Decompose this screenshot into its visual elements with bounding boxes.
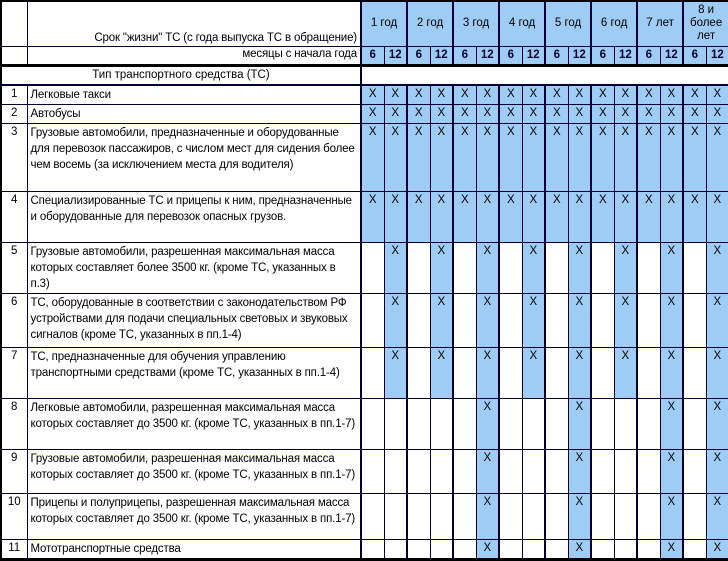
row-number-cell: 10 [1, 493, 27, 539]
mark-cell: X [453, 191, 476, 242]
empty-cell [499, 242, 522, 293]
empty-cell [453, 493, 476, 539]
mark-cell: X [568, 293, 591, 347]
empty-cell [522, 539, 545, 559]
schedule-body [1, 85, 728, 560]
empty-cell [407, 347, 430, 398]
vehicle-type-cell: Автобусы [27, 104, 361, 123]
mark-cell: X [706, 347, 728, 398]
empty-cell [453, 347, 476, 398]
corner-cell [1, 46, 27, 65]
empty-cell [499, 493, 522, 539]
vehicle-row-3 [1, 123, 728, 191]
mark-cell: X [476, 104, 499, 123]
empty-cell [407, 449, 430, 493]
empty-cell [545, 539, 568, 559]
empty-cell [637, 347, 660, 398]
empty-cell [637, 398, 660, 449]
empty-cell [407, 398, 430, 449]
mark-cell: X [614, 191, 637, 242]
empty-cell [407, 293, 430, 347]
empty-cell [591, 449, 614, 493]
empty-cell [384, 449, 407, 493]
empty-cell [683, 293, 706, 347]
mark-cell: X [545, 104, 568, 123]
mark-cell: X [614, 293, 637, 347]
empty-cell [545, 242, 568, 293]
mark-cell: X [522, 85, 545, 105]
mark-cell: X [476, 191, 499, 242]
mark-cell: X [430, 123, 453, 191]
mark-cell: X [568, 347, 591, 398]
mark-cell: X [476, 493, 499, 539]
empty-cell [591, 293, 614, 347]
empty-cell [614, 449, 637, 493]
mark-cell: X [430, 242, 453, 293]
month-col-cell: 12 [384, 46, 407, 65]
empty-cell [637, 242, 660, 293]
row-number-cell: 8 [1, 398, 27, 449]
mark-cell: X [660, 347, 683, 398]
empty-cell [614, 539, 637, 559]
empty-cell [522, 449, 545, 493]
row-number-cell: 7 [1, 347, 27, 398]
month-col-cell: 6 [545, 46, 568, 65]
type-label: Тип транспортного средства (ТС) [1, 65, 361, 85]
mark-cell: X [384, 293, 407, 347]
mark-cell: X [522, 242, 545, 293]
mark-cell: X [384, 85, 407, 105]
mark-cell: X [476, 242, 499, 293]
mark-cell: X [361, 104, 384, 123]
mark-cell: X [706, 104, 728, 123]
vehicle-type-cell: Прицепы и полуприцепы, разрешенная максимальная масса которых составляет до 3500 кг. (кроме ТС, указанных в пп.1-7) [27, 493, 361, 539]
month-col-cell: 12 [522, 46, 545, 65]
mark-cell: X [637, 191, 660, 242]
empty-cell [453, 449, 476, 493]
mark-cell: X [706, 242, 728, 293]
empty-cell [683, 539, 706, 559]
vehicle-type-cell: ТС, предназначенные для обучения управлению транспортными средствами (кроме ТС, указанных в пп.1-4) [27, 347, 361, 398]
empty-cell [407, 539, 430, 559]
empty-cell [545, 293, 568, 347]
month-col-cell: 6 [361, 46, 384, 65]
vehicle-row-1 [1, 85, 728, 105]
vehicle-type-cell: Мототранспортные средства [27, 539, 361, 559]
empty-cell [499, 449, 522, 493]
empty-cell [384, 539, 407, 559]
mark-cell: X [499, 85, 522, 105]
mark-cell: X [384, 123, 407, 191]
mark-cell: X [499, 104, 522, 123]
month-col-cell: 12 [430, 46, 453, 65]
empty-cell [361, 539, 384, 559]
mark-cell: X [591, 123, 614, 191]
month-col-cell: 6 [499, 46, 522, 65]
vehicle-type-cell: Грузовые автомобили, разрешенная максимальная масса которых составляет до 3500 кг. (кроме ТС, указанных в пп.1-7) [27, 449, 361, 493]
mark-cell: X [430, 191, 453, 242]
mark-cell: X [568, 104, 591, 123]
empty-cell [361, 493, 384, 539]
empty-cell [591, 493, 614, 539]
row-number-cell: 1 [1, 85, 27, 105]
empty-cell [499, 539, 522, 559]
mark-cell: X [683, 191, 706, 242]
mark-cell: X [430, 347, 453, 398]
mark-cell: X [568, 85, 591, 105]
mark-cell: X [614, 242, 637, 293]
month-col-cell: 12 [660, 46, 683, 65]
row-number-cell: 3 [1, 123, 27, 191]
year-group-cell-7: 7 лет [637, 1, 683, 46]
empty-cell [683, 242, 706, 293]
empty-cell [522, 493, 545, 539]
empty-cell [637, 449, 660, 493]
row-number-cell: 6 [1, 293, 27, 347]
empty-cell [614, 398, 637, 449]
mark-cell: X [407, 191, 430, 242]
mark-cell: X [614, 123, 637, 191]
year-group-cell-6: 6 год [591, 1, 637, 46]
mark-cell: X [591, 191, 614, 242]
mark-cell: X [591, 104, 614, 123]
vehicle-row-10 [1, 493, 728, 539]
mark-cell: X [660, 539, 683, 559]
empty-cell [361, 347, 384, 398]
empty-cell [453, 293, 476, 347]
mark-cell: X [568, 398, 591, 449]
vehicle-type-cell: Специализированные ТС и прицепы к ним, предназначенные и оборудованные для перевозок опасных грузов. [27, 191, 361, 242]
mark-cell: X [384, 104, 407, 123]
mark-cell: X [568, 191, 591, 242]
empty-cell [499, 398, 522, 449]
mark-cell: X [706, 293, 728, 347]
empty-cell [430, 493, 453, 539]
empty-cell [430, 449, 453, 493]
mark-cell: X [660, 85, 683, 105]
vehicle-row-8 [1, 398, 728, 449]
empty-cell [591, 347, 614, 398]
mark-cell: X [453, 85, 476, 105]
mark-cell: X [545, 85, 568, 105]
mark-cell: X [522, 123, 545, 191]
empty-cell [591, 242, 614, 293]
empty-cell [453, 398, 476, 449]
mark-cell: X [453, 104, 476, 123]
row-number-cell: 5 [1, 242, 27, 293]
empty-cell [545, 347, 568, 398]
month-col-cell: 6 [591, 46, 614, 65]
mark-cell: X [499, 191, 522, 242]
mark-cell: X [522, 104, 545, 123]
type-header-row [1, 65, 728, 85]
empty-cell [683, 493, 706, 539]
mark-cell: X [568, 493, 591, 539]
mark-cell: X [660, 242, 683, 293]
empty-cell [545, 449, 568, 493]
empty-cell [453, 242, 476, 293]
empty-cell [545, 493, 568, 539]
mark-cell: X [384, 242, 407, 293]
type-row-spacer [361, 65, 728, 85]
mark-cell: X [522, 191, 545, 242]
mark-cell: X [476, 539, 499, 559]
empty-cell [683, 449, 706, 493]
mark-cell: X [660, 398, 683, 449]
mark-cell: X [660, 449, 683, 493]
mark-cell: X [568, 449, 591, 493]
empty-cell [430, 539, 453, 559]
vehicle-row-6 [1, 293, 728, 347]
empty-cell [614, 493, 637, 539]
mark-cell: X [568, 539, 591, 559]
mark-cell: X [683, 104, 706, 123]
vehicle-row-2 [1, 104, 728, 123]
mark-cell: X [683, 85, 706, 105]
empty-cell [591, 539, 614, 559]
month-col-cell: 12 [568, 46, 591, 65]
mark-cell: X [545, 123, 568, 191]
month-col-cell: 6 [683, 46, 706, 65]
vehicle-type-cell: ТС, оборудованные в соответствии с законодательством РФ устройствами для подачи специальных световых и звуковых сигналов (кроме ТС, указанных в пп.1-4) [27, 293, 361, 347]
month-col-cell: 12 [476, 46, 499, 65]
year-group-cell-3: 3 год [453, 1, 499, 46]
lifetime-header-row [1, 1, 728, 46]
vehicle-type-cell: Грузовые автомобили, предназначенные и оборудованные для перевозок пассажиров, с числом мест для сидения более чем восемь (за исключением места для водителя) [27, 123, 361, 191]
mark-cell: X [660, 123, 683, 191]
mark-cell: X [476, 398, 499, 449]
mark-cell: X [476, 449, 499, 493]
row-number-cell: 2 [1, 104, 27, 123]
empty-cell [407, 242, 430, 293]
mark-cell: X [614, 347, 637, 398]
vehicle-row-9 [1, 449, 728, 493]
empty-cell [453, 539, 476, 559]
mark-cell: X [522, 347, 545, 398]
mark-cell: X [522, 293, 545, 347]
mark-cell: X [683, 123, 706, 191]
empty-cell [430, 398, 453, 449]
empty-cell [637, 293, 660, 347]
empty-cell [361, 242, 384, 293]
month-col-cell: 6 [407, 46, 430, 65]
mark-cell: X [384, 347, 407, 398]
mark-cell: X [568, 123, 591, 191]
months-label: месяцы с начала года [27, 46, 361, 65]
year-group-cell-1: 1 год [361, 1, 407, 46]
mark-cell: X [637, 123, 660, 191]
empty-cell [407, 493, 430, 539]
mark-cell: X [361, 85, 384, 105]
empty-cell [361, 449, 384, 493]
row-number-cell: 9 [1, 449, 27, 493]
vehicle-type-cell: Легковые такси [27, 85, 361, 105]
mark-cell: X [384, 191, 407, 242]
row-number-cell: 11 [1, 539, 27, 559]
empty-cell [384, 493, 407, 539]
mark-cell: X [637, 85, 660, 105]
empty-cell [637, 539, 660, 559]
empty-cell [522, 398, 545, 449]
mark-cell: X [453, 123, 476, 191]
month-col-cell: 12 [614, 46, 637, 65]
month-col-cell: 6 [637, 46, 660, 65]
mark-cell: X [660, 191, 683, 242]
mark-cell: X [361, 191, 384, 242]
year-group-cell-8: 8 и более лет [683, 1, 728, 46]
year-group-cell-2: 2 год [407, 1, 453, 46]
mark-cell: X [407, 104, 430, 123]
mark-cell: X [476, 293, 499, 347]
vehicle-row-5 [1, 242, 728, 293]
empty-cell [545, 398, 568, 449]
mark-cell: X [660, 104, 683, 123]
empty-cell [591, 398, 614, 449]
empty-cell [499, 293, 522, 347]
mark-cell: X [430, 104, 453, 123]
month-col-cell: 6 [453, 46, 476, 65]
vehicle-row-4 [1, 191, 728, 242]
mark-cell: X [430, 293, 453, 347]
mark-cell: X [706, 85, 728, 105]
empty-cell [637, 493, 660, 539]
mark-cell: X [499, 123, 522, 191]
mark-cell: X [614, 104, 637, 123]
months-header-row [1, 46, 728, 65]
month-col-cell: 12 [706, 46, 728, 65]
mark-cell: X [706, 539, 728, 559]
mark-cell: X [407, 85, 430, 105]
mark-cell: X [476, 347, 499, 398]
mark-cell: X [407, 123, 430, 191]
mark-cell: X [591, 85, 614, 105]
mark-cell: X [706, 191, 728, 242]
vehicle-row-7 [1, 347, 728, 398]
empty-cell [683, 398, 706, 449]
mark-cell: X [706, 493, 728, 539]
row-number-cell: 4 [1, 191, 27, 242]
mark-cell: X [545, 191, 568, 242]
lifetime-label: Срок "жизни" ТС (с года выпуска ТС в обращение) [27, 1, 361, 46]
empty-cell [384, 398, 407, 449]
mark-cell: X [637, 104, 660, 123]
vehicle-row-11 [1, 539, 728, 559]
year-group-cell-4: 4 год [499, 1, 545, 46]
mark-cell: X [706, 123, 728, 191]
empty-cell [499, 347, 522, 398]
year-group-cell-5: 5 год [545, 1, 591, 46]
vehicle-type-cell: Легковые автомобили, разрешенная максимальная масса которых составляет до 3500 кг. (кроме ТС, указанных в пп.1-7) [27, 398, 361, 449]
mark-cell: X [660, 293, 683, 347]
mark-cell: X [614, 85, 637, 105]
mark-cell: X [361, 123, 384, 191]
vehicle-type-cell: Грузовые автомобили, разрешенная максимальная масса которых составляет более 3500 кг. (кроме ТС, указанных в п.3) [27, 242, 361, 293]
mark-cell: X [476, 123, 499, 191]
empty-cell [361, 398, 384, 449]
empty-cell [683, 347, 706, 398]
corner-cell [1, 1, 27, 46]
mark-cell: X [706, 449, 728, 493]
mark-cell: X [430, 85, 453, 105]
mark-cell: X [706, 398, 728, 449]
mark-cell: X [476, 85, 499, 105]
mark-cell: X [660, 493, 683, 539]
mark-cell: X [568, 242, 591, 293]
empty-cell [361, 293, 384, 347]
